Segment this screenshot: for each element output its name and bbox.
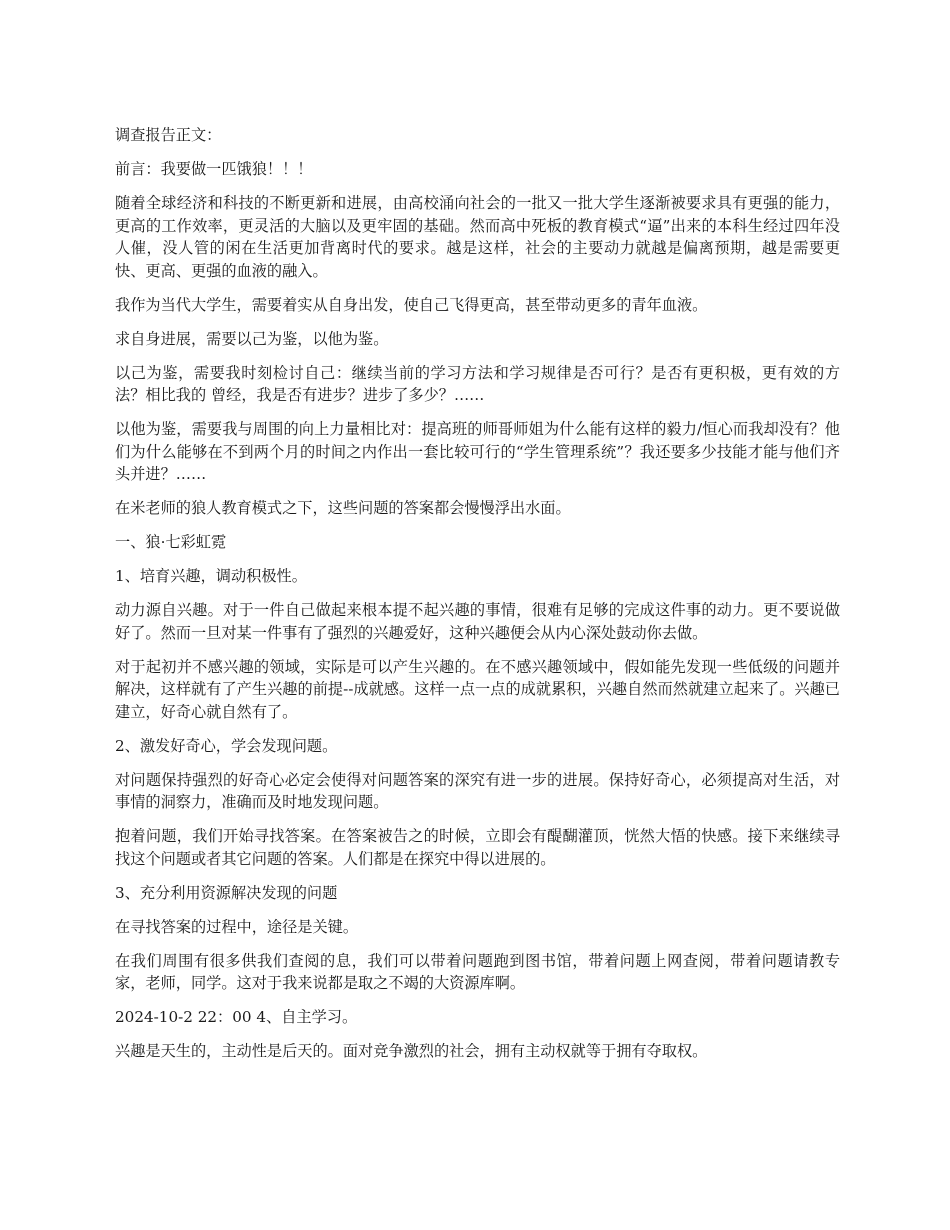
body-paragraph: 对于起初并不感兴趣的领域，实际是可以产生兴趣的。在不感兴趣领域中，假如能先发现一些低级的问题并解决，这样就有了产生兴趣的前提--成就感。这样一点一点的成就累积，兴趣自然而然就建立起来了。兴趣已建立，好奇心就自然有了。 [115,657,840,721]
report-body [115,124,840,1074]
section-heading: 一、狼·七彩虹霓 [115,533,227,551]
body-paragraph: 以他为鉴，需要我与周围的向上力量相比对：提高班的师哥师姐为什么能有这样的毅力/恒心而我却没有？他们为什么能够在不到两个月的时间之内作出一套比较可行的“学生管理系统”？我还要多少技能才能与他们齐头并进？…… [115,420,840,483]
body-paragraph: 在我们周围有很多供我们查阅的息，我们可以带着问题跑到图书馆，带着问题上网查阅，带着问题请教专家，老师，同学。这对于我来说都是取之不竭的大资源库啊。 [115,951,840,992]
body-paragraph: 动力源自兴趣。对于一件自己做起来根本提不起兴趣的事情，很难有足够的完成这件事的动力。更不要说做好了。然而一旦对某一件事有了强烈的兴趣爱好，这种兴趣便会从内心深处鼓动你去做。 [115,601,840,642]
body-paragraph: 我作为当代大学生，需要着实从自身出发，使自己飞得更高，甚至带动更多的青年血液。 [115,295,708,314]
body-paragraph: 兴趣是天生的，主动性是后天的。面对竞争激烈的社会，拥有主动权就等于拥有夺取权。 [115,1042,708,1060]
subsection-heading: 3、充分利用资源解决发现的问题 [115,883,338,902]
body-paragraph: 在米老师的狼人教育模式之下，这些问题的答案都会慢慢浮出水面。 [115,499,571,517]
body-paragraph: 在寻找答案的过程中，途径是关键。 [115,917,358,936]
subsection-heading: 1、培育兴趣，调动积极性。 [115,567,307,585]
body-paragraph: 对问题保持强烈的好奇心必定会使得对问题答案的深究有进一步的进展。保持好奇心，必须提高对生活，对事情的洞察力，准确而及时地发现问题。 [115,770,840,811]
body-paragraph: 以己为鉴，需要我时刻检讨自己：继续当前的学习方法和学习规律是否可行？是否有更积极，更有效的方法？相比我的 曾经，我是否有进步？进步了多少？…… [115,363,840,404]
body-paragraph: 求自身进展，需要以己为鉴，以他为鉴。 [115,329,389,348]
subsection-heading: 2、激发好奇心，学会发现问题。 [115,736,338,755]
body-paragraph: 抱着问题，我们开始寻找答案。在答案被告之的时候，立即会有醍醐灌顶，恍然大悟的快感。接下来继续寻找这个问题或者其它问题的答案。人们都是在探究中得以进展的。 [115,827,840,868]
body-paragraph: 随着全球经济和科技的不断更新和进展，由高校涌向社会的一批又一批大学生逐渐被要求具有更强的能力，更高的工作效率，更灵活的大脑以及更牢固的基础。然而高中死板的教育模式“逼”出来的本科生经过四年没人催，没人管的闲在生活更加背离时代的要求。越是这样，社会的主要动力就越是偏离预期，越是需要更快、更高、更强的血液的融入。 [115,194,840,280]
report-heading: 调查报告正文： [115,126,222,144]
preface-title: 前言：我要做一匹饿狼！！！ [115,160,313,178]
timestamp-subsection-heading: 2024-10-2 22：00 4、自主学习。 [115,1008,358,1026]
